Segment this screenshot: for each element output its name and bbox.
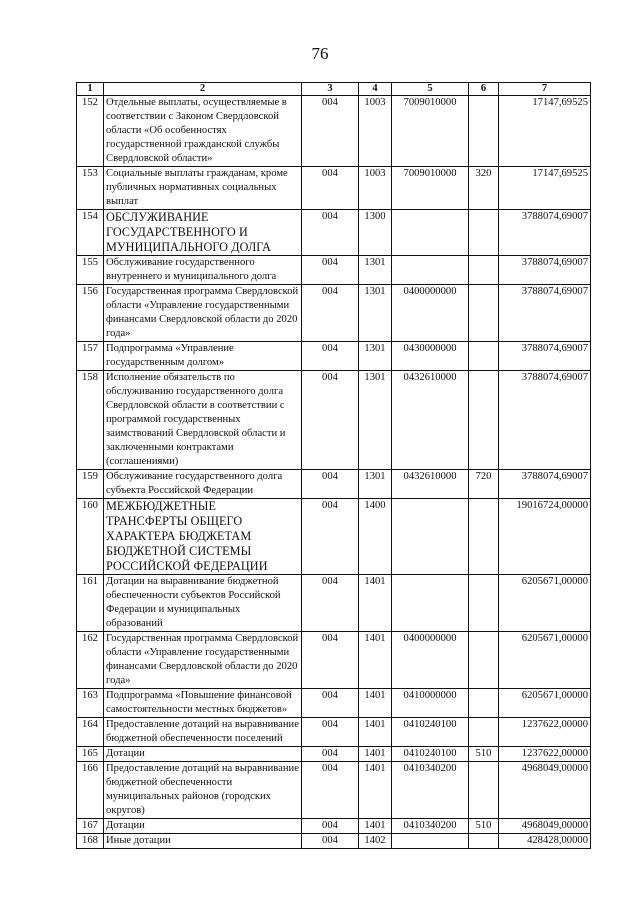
table-row [77,210,591,256]
row-number: 165 [77,747,104,762]
row-number: 159 [77,470,104,499]
table-row [77,575,591,632]
row-name: Обслуживание государственного внутреннего и муниципального долга [104,256,302,285]
row-code-4: 1301 [359,371,392,470]
table-row [77,256,591,285]
table-row [77,96,591,167]
row-amount: 3788074,69007 [499,470,591,499]
row-code-5: 0400000000 [392,632,469,689]
row-code-6 [469,575,499,632]
column-header: 5 [392,83,469,96]
table-row [77,819,591,834]
row-amount: 17147,69525 [499,96,591,167]
row-code-6: 720 [469,470,499,499]
row-code-5: 7009010000 [392,167,469,210]
row-code-5: 7009010000 [392,96,469,167]
row-number: 156 [77,285,104,342]
row-code-3: 004 [302,371,359,470]
row-name: МЕЖБЮДЖЕТНЫЕ ТРАНСФЕРТЫ ОБЩЕГО ХАРАКТЕРА БЮДЖЕТАМ БЮДЖЕТНОЙ СИСТЕМЫ РОССИЙСКОЙ ФЕДЕРАЦИИ [104,499,302,575]
row-code-6 [469,499,499,575]
row-number: 168 [77,834,104,849]
row-code-3: 004 [302,285,359,342]
row-name: Государственная программа Свердловской области «Управление государственными финансами Свердловской области до 2020 года» [104,632,302,689]
row-code-6 [469,210,499,256]
row-code-4: 1301 [359,342,392,371]
row-code-3: 004 [302,342,359,371]
table-row [77,342,591,371]
row-number: 162 [77,632,104,689]
row-code-5: 0432610000 [392,371,469,470]
table-row [77,747,591,762]
row-name: Иные дотации [104,834,302,849]
column-header: 2 [104,83,302,96]
row-code-6 [469,834,499,849]
table-row [77,371,591,470]
row-code-4: 1401 [359,747,392,762]
row-code-3: 004 [302,499,359,575]
row-amount: 6205671,00000 [499,632,591,689]
row-amount: 1237622,00000 [499,747,591,762]
row-code-6 [469,762,499,819]
row-code-6 [469,342,499,371]
row-code-3: 004 [302,747,359,762]
row-code-5: 0410240100 [392,747,469,762]
row-amount: 17147,69525 [499,167,591,210]
row-number: 155 [77,256,104,285]
row-code-5: 0410000000 [392,689,469,718]
row-name: Социальные выплаты гражданам, кроме публичных нормативных социальных выплат [104,167,302,210]
row-code-6: 510 [469,819,499,834]
row-code-4: 1401 [359,632,392,689]
row-code-3: 004 [302,210,359,256]
row-name: Подпрограмма «Повышение финансовой самостоятельности местных бюджетов» [104,689,302,718]
row-name: Предоставление дотаций на выравнивание бюджетной обеспеченности поселений [104,718,302,747]
row-amount: 3788074,69007 [499,342,591,371]
row-code-6 [469,689,499,718]
row-code-6 [469,256,499,285]
row-code-5 [392,256,469,285]
row-code-5: 0432610000 [392,470,469,499]
row-code-6 [469,371,499,470]
row-code-4: 1401 [359,575,392,632]
row-code-4: 1301 [359,256,392,285]
row-number: 160 [77,499,104,575]
row-code-3: 004 [302,96,359,167]
row-code-4: 1402 [359,834,392,849]
row-code-3: 004 [302,256,359,285]
row-amount: 428428,00000 [499,834,591,849]
row-code-5 [392,210,469,256]
column-header: 1 [77,83,104,96]
row-name: Дотации [104,819,302,834]
row-amount: 6205671,00000 [499,575,591,632]
table-row [77,834,591,849]
row-number: 152 [77,96,104,167]
row-code-5: 0410340200 [392,819,469,834]
row-number: 164 [77,718,104,747]
row-code-3: 004 [302,819,359,834]
row-number: 153 [77,167,104,210]
row-code-6 [469,632,499,689]
row-code-3: 004 [302,167,359,210]
row-amount: 4968049,00000 [499,762,591,819]
budget-table [76,82,591,849]
row-name: Дотации на выравнивание бюджетной обеспеченности субъектов Российской Федерации и муниципальных образований [104,575,302,632]
row-amount: 3788074,69007 [499,285,591,342]
row-code-4: 1301 [359,470,392,499]
table-row [77,167,591,210]
row-code-4: 1401 [359,762,392,819]
row-name: Обслуживание государственного долга субъекта Российской Федерации [104,470,302,499]
row-code-4: 1401 [359,689,392,718]
row-code-4: 1301 [359,285,392,342]
row-code-3: 004 [302,575,359,632]
row-amount: 1237622,00000 [499,718,591,747]
row-number: 166 [77,762,104,819]
row-name: Подпрограмма «Управление государственным долгом» [104,342,302,371]
row-name: Исполнение обязательств по обслуживанию государственного долга Свердловской области в соответствии с программой государственных заимствований Свердловской области и заключенными контрактами (соглашениями) [104,371,302,470]
table-row [77,285,591,342]
row-amount: 6205671,00000 [499,689,591,718]
row-name: Государственная программа Свердловской области «Управление государственными финансами Свердловской области до 2020 года» [104,285,302,342]
row-code-6 [469,96,499,167]
row-code-4: 1003 [359,167,392,210]
row-code-6: 510 [469,747,499,762]
row-code-5: 0410340200 [392,762,469,819]
row-number: 157 [77,342,104,371]
row-number: 161 [77,575,104,632]
row-code-5: 0400000000 [392,285,469,342]
row-code-4: 1300 [359,210,392,256]
table-row [77,470,591,499]
row-code-6: 320 [469,167,499,210]
row-code-3: 004 [302,834,359,849]
row-code-4: 1401 [359,718,392,747]
row-name: Дотации [104,747,302,762]
row-amount: 3788074,69007 [499,371,591,470]
row-code-6 [469,285,499,342]
table-row [77,762,591,819]
row-amount: 3788074,69007 [499,210,591,256]
row-amount: 19016724,00000 [499,499,591,575]
column-header: 3 [302,83,359,96]
page-number: 76 [311,44,329,63]
row-number: 158 [77,371,104,470]
table-row [77,689,591,718]
row-amount: 4968049,00000 [499,819,591,834]
row-code-4: 1401 [359,819,392,834]
row-code-3: 004 [302,470,359,499]
table-row [77,632,591,689]
row-code-5 [392,499,469,575]
header-row [77,83,591,96]
row-name: ОБСЛУЖИВАНИЕ ГОСУДАРСТВЕННОГО И МУНИЦИПАЛЬНОГО ДОЛГА [104,210,302,256]
row-code-5 [392,575,469,632]
row-code-4: 1400 [359,499,392,575]
table-row [77,718,591,747]
row-code-3: 004 [302,718,359,747]
row-code-3: 004 [302,762,359,819]
row-name: Отдельные выплаты, осуществляемые в соответствии с Законом Свердловской области «Об особенностях государственной гражданской службы Свердловской области» [104,96,302,167]
column-header: 6 [469,83,499,96]
column-header: 7 [499,83,591,96]
row-code-3: 004 [302,689,359,718]
row-number: 154 [77,210,104,256]
row-code-4: 1003 [359,96,392,167]
row-number: 163 [77,689,104,718]
row-code-6 [469,718,499,747]
row-number: 167 [77,819,104,834]
row-name: Предоставление дотаций на выравнивание бюджетной обеспеченности муниципальных районов (городских округов) [104,762,302,819]
row-amount: 3788074,69007 [499,256,591,285]
table-row [77,499,591,575]
column-header: 4 [359,83,392,96]
row-code-5: 0410240100 [392,718,469,747]
row-code-5 [392,834,469,849]
row-code-5: 0430000000 [392,342,469,371]
row-code-3: 004 [302,632,359,689]
